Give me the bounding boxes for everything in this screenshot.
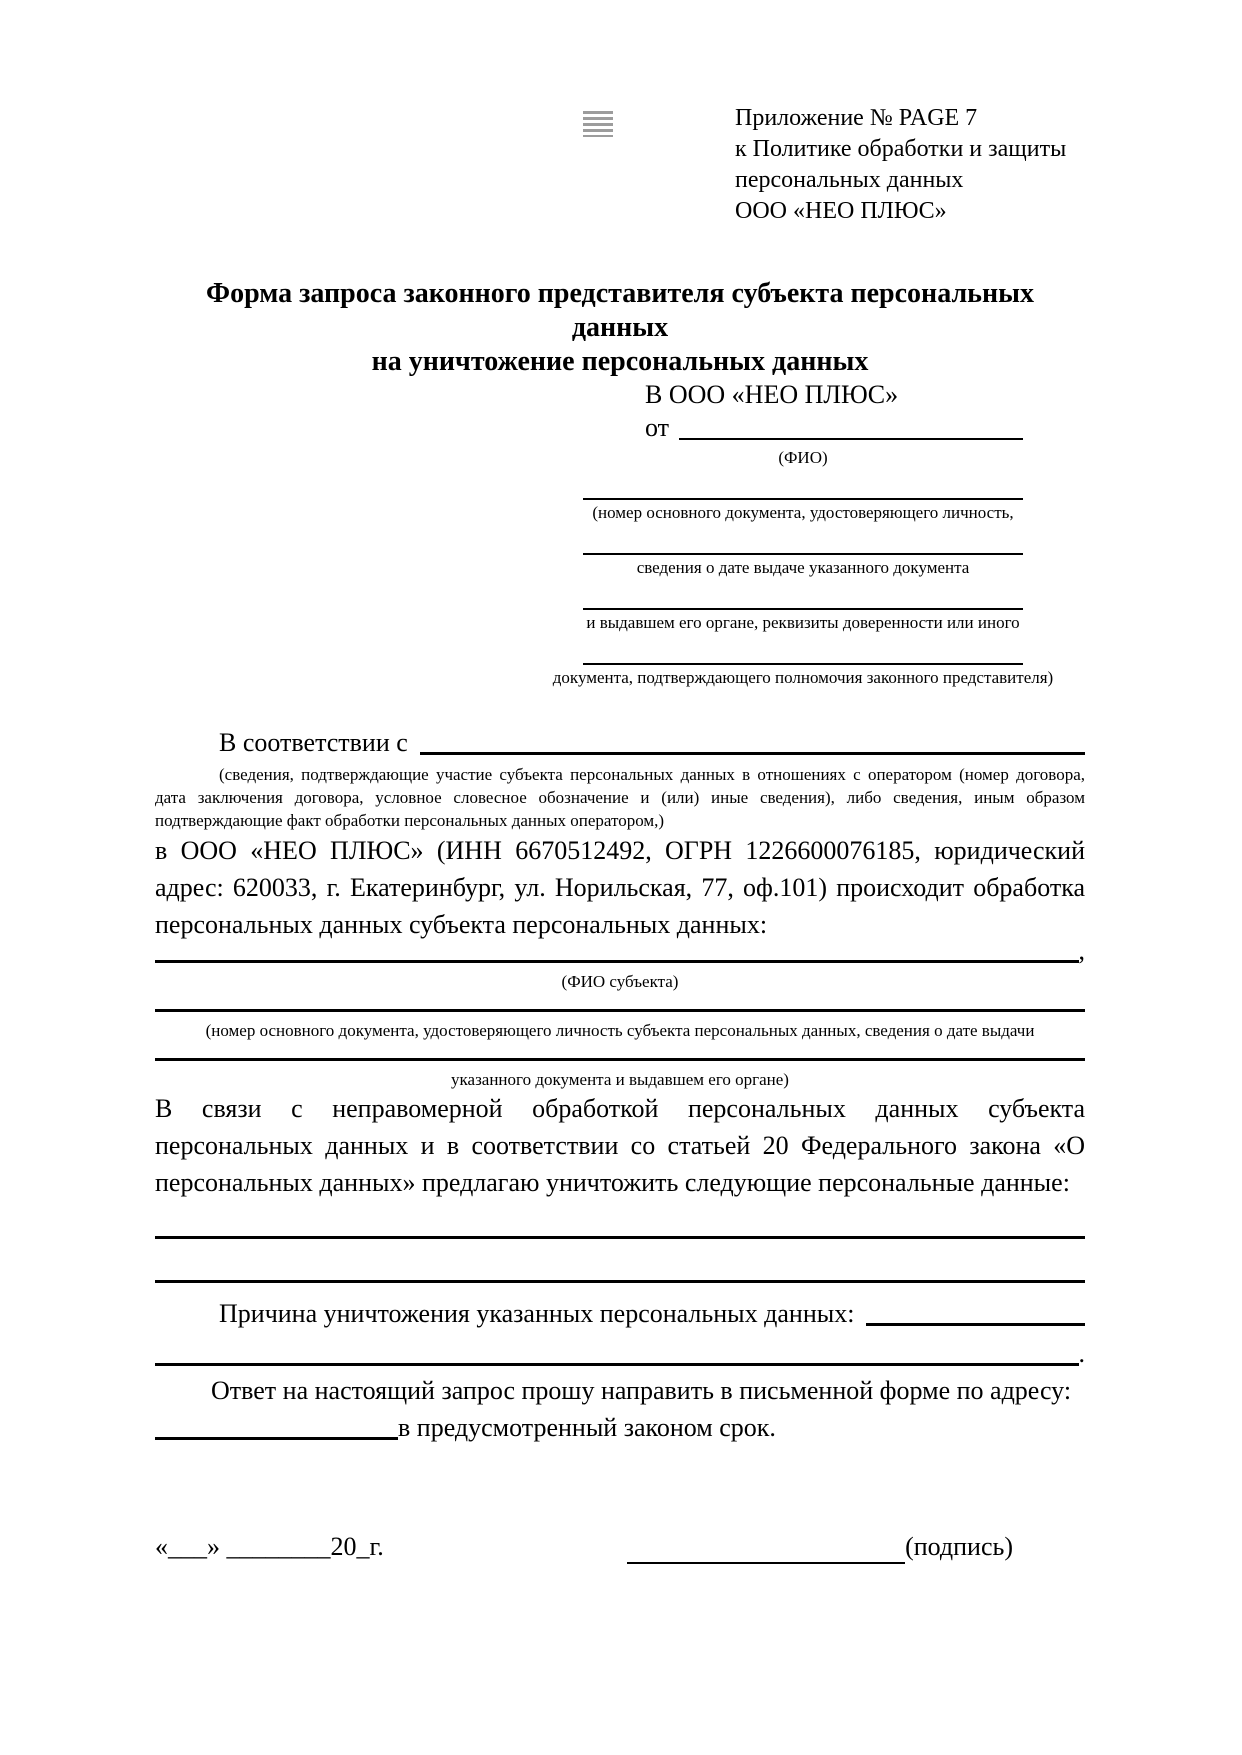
recipient-company: В ООО «НЕО ПЛЮС» <box>645 380 899 409</box>
representative-doc-blank-line <box>583 468 1023 500</box>
representative-doc-blank-line <box>583 523 1023 555</box>
signature-blank-line <box>627 1532 905 1564</box>
from-label: от <box>645 413 670 442</box>
data-to-destroy-blank-line-2 <box>155 1280 1085 1283</box>
period-suffix: . <box>1078 1339 1085 1368</box>
accordance-label: В соответствии с <box>219 728 408 757</box>
reply-suffix: в предусмотренный законом срок. <box>398 1413 776 1442</box>
fio-caption: (ФИО) <box>778 448 828 467</box>
signature-block <box>155 1530 1085 1564</box>
form-title <box>155 277 1085 379</box>
appendix-block <box>735 103 1085 227</box>
field-code-icon <box>583 111 613 137</box>
subject-doc-blank-line <box>155 1009 1085 1012</box>
reason-blank-line <box>866 1295 1085 1326</box>
data-to-destroy-blank-line-1 <box>155 1236 1085 1239</box>
policy-line-1: к Политике обработки и защиты <box>735 136 1067 162</box>
reason-continuation-row <box>155 1332 1085 1372</box>
representative-doc-caption-3: и выдавшем его органе, реквизиты доверенности или иного <box>586 613 1020 632</box>
appendix-number-line: Приложение № PAGE 7 <box>735 105 978 131</box>
reply-address-row <box>155 1409 1085 1446</box>
recipient-block <box>552 379 1054 688</box>
document-header <box>155 103 1085 231</box>
representative-doc-caption-2: сведения о дате выдаче указанного документа <box>636 558 970 577</box>
data-to-destroy-row-1 <box>155 1201 1085 1245</box>
subject-fio-blank-line <box>155 960 1079 963</box>
representative-doc-caption-4: документа, подтверждающего полномочия законного представителя) <box>552 668 1054 687</box>
reason-blank-line-2 <box>155 1363 1079 1366</box>
subject-doc-caption-1: (номер основного документа, удостоверяющего личность субъекта персональных данных, сведения о дате выдачи <box>205 1021 1035 1040</box>
subject-fio-caption: (ФИО субъекта) <box>561 972 679 991</box>
signature-caption: (подпись) <box>905 1532 1013 1561</box>
subject-doc-row <box>155 992 1085 1018</box>
comma-suffix: , <box>1078 936 1085 965</box>
company-name: ООО «НЕО ПЛЮС» <box>735 198 947 224</box>
subject-fio-row <box>155 936 1085 969</box>
representative-doc-blank-line <box>583 578 1023 610</box>
accordance-row <box>155 724 1085 761</box>
operator-paragraph: в ООО «НЕО ПЛЮС» (ИНН 6670512492, ОГРН 1226600076185, юридический адрес: 620033, г. Екатеринбург, ул. Норильская, 77, оф.101) происходит обработка персональных данных субъекта персональных данных: <box>155 836 1085 939</box>
reply-lead: Ответ на настоящий запрос прошу направить в письменной форме по адресу: <box>211 1376 1072 1405</box>
subject-doc-blank-line-2 <box>155 1058 1085 1061</box>
representative-doc-blank-line <box>583 633 1023 665</box>
policy-line-2: персональных данных <box>735 167 964 193</box>
from-row <box>583 411 1023 445</box>
subject-doc-row-2 <box>155 1041 1085 1067</box>
subject-doc-caption-2: указанного документа и выдавшем его органе) <box>451 1070 789 1089</box>
form-title-line-2: на уничтожение персональных данных <box>371 346 869 377</box>
request-paragraph: В связи с неправомерной обработкой персональных данных субъекта персональных данных и в соответствии со статьей 20 Федерального закона «О персональных данных» предлагаю уничтожить следующие персональные данные: <box>155 1094 1085 1197</box>
data-to-destroy-row-2 <box>155 1245 1085 1289</box>
signature-group <box>627 1530 1013 1564</box>
reason-label: Причина уничтожения указанных персональных данных: <box>219 1299 855 1328</box>
accordance-blank-line <box>420 724 1085 755</box>
form-title-line-1: Форма запроса законного представителя субъекта персональных данных <box>206 278 1034 343</box>
representative-doc-caption-1: (номер основного документа, удостоверяющего личность, <box>592 503 1014 522</box>
reply-address-blank-line <box>155 1409 398 1440</box>
reason-row <box>155 1295 1085 1332</box>
reply-row <box>155 1372 1085 1409</box>
form-body <box>155 724 1085 1446</box>
date-line: «___» ________20_г. <box>155 1532 384 1561</box>
accordance-note: (сведения, подтверждающие участие субъекта персональных данных в отношениях с оператором (номер договора, дата заключения договора, условное словесное обозначение и (или) иные сведения), либо сведения, иным образом подтверждающие факт обработки персональных данных оператором,) <box>155 765 1085 830</box>
from-name-blank-line <box>679 411 1023 440</box>
